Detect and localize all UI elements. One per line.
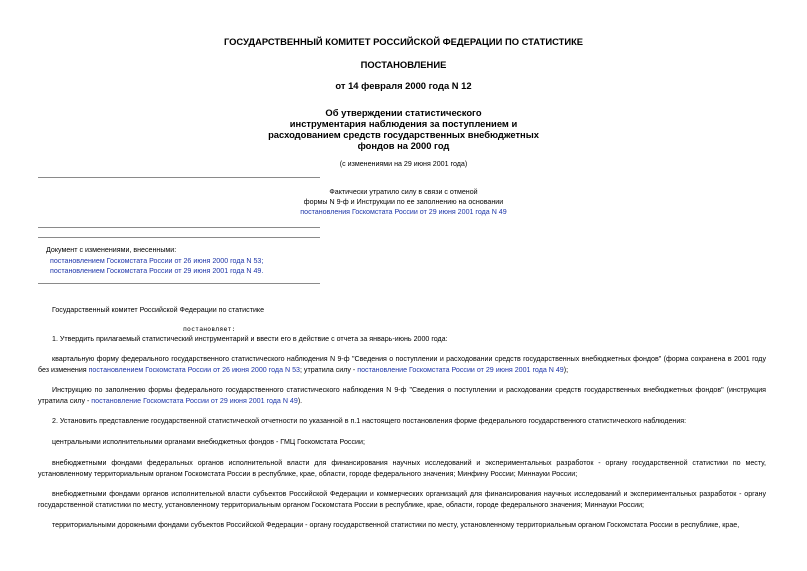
item-2a: центральными исполнительными органами внебюджетных фондов - ГМЦ Госкомстата России; xyxy=(52,438,365,446)
doc-title xyxy=(0,107,807,151)
item-1b-text: ). xyxy=(297,397,303,406)
item-2d: территориальными дорожными фондами субъектов Российской Федерации - органу государственной статистики по месту, установленному территориальным органом Госкомстата России в республике, крае, xyxy=(52,521,740,529)
item-1b-link[interactable]: постановление Госкомстата России от 29 июня 2001 года N 49 xyxy=(91,397,298,406)
divider xyxy=(38,237,320,238)
divider xyxy=(38,177,320,178)
doc-date-number: от 14 февраля 2000 года N 12 xyxy=(335,80,472,91)
doc-title-line: инструментария наблюдения за поступлением и xyxy=(289,118,518,129)
item-2c: внебюджетными фондами органов исполнительной власти субъектов Российской Федерации и коммерческих организаций для финансирования научных исследований и экспериментальных разработок - органу государственной статистики по месту, установленному территориальным органом Госкомстата России в республике, крае, области, городе федерального значения; Миннауки России; xyxy=(38,490,766,510)
item-2: 2. Установить представление государственной статистической отчетности по указанной в п.1 настоящего постановления форме федерального государственного статистического наблюдения: xyxy=(52,417,687,425)
item-1: 1. Утвердить прилагаемый статистический инструментарий и ввести его в действие с отчета за январь-июнь 2000 года: xyxy=(52,335,448,343)
doc-title-line: расходованием средств государственных внебюджетных xyxy=(268,129,539,140)
changes-link[interactable]: постановлением Госкомстата России от 29 июня 2001 года N 49. xyxy=(50,267,264,275)
decree-word: постановляет: xyxy=(183,325,236,333)
changes-heading: Документ с изменениями, внесенными: xyxy=(46,246,177,254)
item-1a-link[interactable]: постановлением Госкомстата России от 26 июня 2000 года N 53 xyxy=(88,366,300,375)
amendment-note: (с изменениями на 29 июня 2001 года) xyxy=(339,160,468,168)
doc-type-heading: ПОСТАНОВЛЕНИЕ xyxy=(360,59,447,70)
item-2b: внебюджетными фондами федеральных органов исполнительной власти для финансирования научных исследований и экспериментальных разработок - органу государственной статистики по месту, установленному территориальным органом Госкомстата России в республике, крае, области, городе федерального значения; Минфину России; Миннауки России; xyxy=(38,459,766,479)
item-1a-text: ); xyxy=(563,366,569,375)
divider xyxy=(38,283,320,284)
item-1b-text: Инструкцию по заполнению формы федерального государственного статистического наблюдения N 9-ф "Сведения о поступлении и расходовании средств государственных внебюджетных фондов" (инструкция утратила силу - xyxy=(38,386,766,406)
status-line: формы N 9-ф и Инструкции по ее заполнению на основании xyxy=(303,197,504,206)
item-1a-text: ; утратила силу - xyxy=(299,366,358,375)
item-1a-link[interactable]: постановление Госкомстата России от 29 июня 2001 года N 49 xyxy=(357,366,564,375)
doc-title-line: фондов на 2000 год xyxy=(357,140,450,151)
item-1a xyxy=(38,354,766,377)
doc-title-line: Об утверждении статистического xyxy=(325,107,482,118)
divider xyxy=(38,227,320,228)
status-line: Фактически утратило силу в связи с отменой xyxy=(329,188,478,196)
status-block xyxy=(0,188,807,217)
committee-heading: ГОСУДАРСТВЕННЫЙ КОМИТЕТ РОССИЙСКОЙ ФЕДЕРАЦИИ ПО СТАТИСТИКЕ xyxy=(223,36,584,47)
item-1b xyxy=(38,385,766,408)
changes-link[interactable]: постановлением Госкомстата России от 26 июня 2000 года N 53; xyxy=(50,257,264,265)
status-link[interactable]: постановления Госкомстата России от 29 июня 2001 года N 49 xyxy=(300,207,507,216)
item-1a-text: квартальную форму федерального государственного статистического наблюдения N 9-ф "Сведения о поступлении и расходовании средств государственных внебюджетных фондов" (форма сохранена в 2001 году без изменения xyxy=(38,355,766,375)
issuer-line: Государственный комитет Российской Федерации по статистике xyxy=(52,306,265,314)
